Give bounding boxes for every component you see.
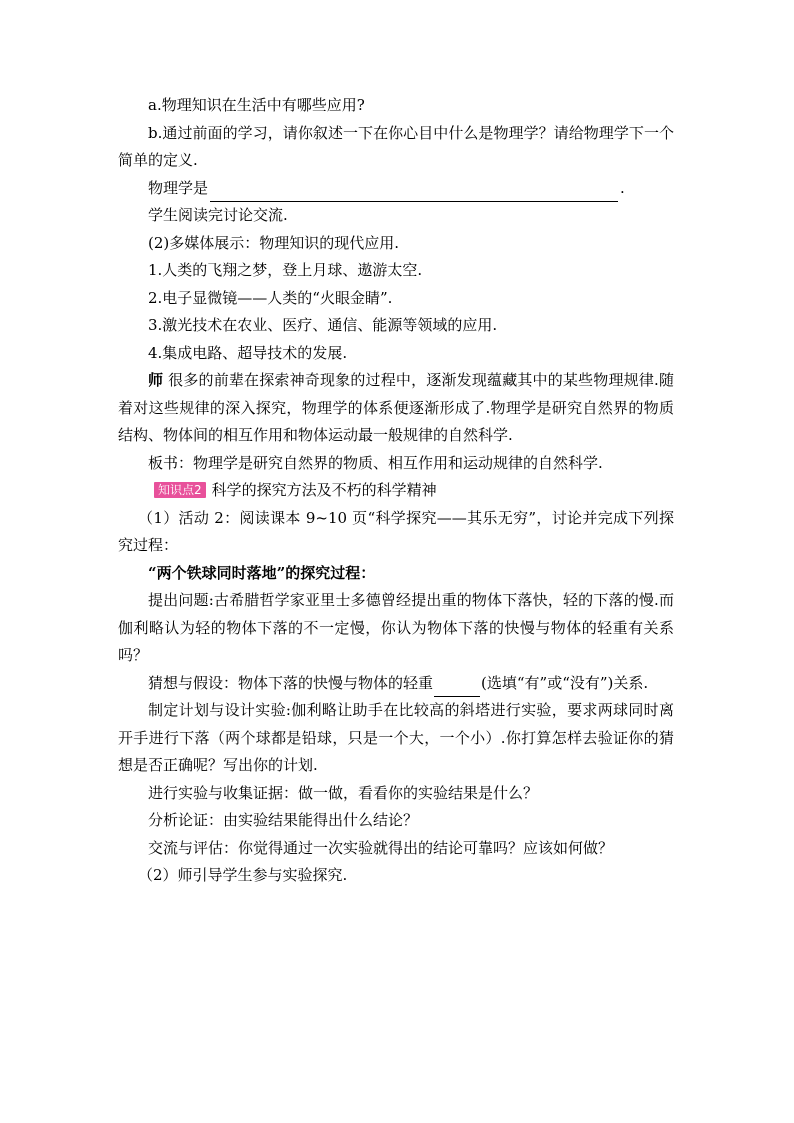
- media-show-line: (2)多媒体展示：物理知识的现代应用.: [148, 233, 400, 252]
- knowledge-point-badge: 知识点2: [154, 482, 206, 498]
- teacher-paragraph: [118, 367, 674, 450]
- definition-prefix: 物理学是: [148, 178, 209, 197]
- guess-suffix: (选填“有”或“没有”)关系.: [481, 673, 649, 692]
- guide-line: （2）师引导学生参与实验探究.: [138, 866, 348, 884]
- plan-paragraph: 制定计划与设计实验:伽利略让助手在比较高的斜塔进行实验，要求两球同时离开手进行下落（两个球都是铅球，只是一个大，一个小）.你打算怎样去验证你的猜想是否正确呢？写出你的计划.: [118, 701, 674, 774]
- document-body: [118, 92, 674, 890]
- read-discuss-line: 学生阅读完讨论交流.: [148, 206, 288, 224]
- question-a: a.物理知识在生活中有哪些应用?: [148, 96, 365, 114]
- guess-paragraph: [118, 670, 674, 698]
- guess-prefix: 猜想与假设：物体下落的快慢与物体的轻重: [148, 673, 434, 692]
- process-title: “两个铁球同时落地”的探究过程：: [148, 563, 376, 582]
- teacher-text: 很多的前辈在探索神奇现象的过程中，逐渐发现蕴藏其中的某些物理规律.随着对这些规律的深入探究，物理学的体系便逐渐形成了.物理学是研究自然界的物质结构、物体间的相互作用和物体运动最一般规律的自然科学.: [118, 371, 674, 444]
- knowledge-point-title: 科学的探究方法及不朽的科学精神: [211, 481, 437, 499]
- analysis-line: 分析论证：由实验结果能得出什么结论？: [148, 811, 419, 829]
- knowledge-point-heading: [118, 477, 674, 505]
- application-item-4: 4.集成电路、超导技术的发展.: [148, 343, 348, 362]
- application-item-3: 3.激光技术在农业、医疗、通信、能源等领域的应用.: [148, 316, 498, 334]
- guess-blank[interactable]: [434, 678, 480, 697]
- ask-question-paragraph: 提出问题:古希腊哲学家亚里士多德曾经提出重的物体下落快，轻的下落的慢.而伽利略认为轻的物体下落的不一定慢，你认为物体下落的快慢与物体的轻重有关系吗？: [118, 591, 674, 664]
- definition-line: [118, 175, 674, 203]
- board-writing: 板书：物理学是研究自然界的物质、相互作用和运动规律的自然科学.: [148, 453, 603, 472]
- teacher-label: 师: [148, 371, 164, 389]
- activity-paragraph: （1）活动 2：阅读课本 9~10 页“科学探究——其乐无穷”，讨论并完成下列探究过程：: [118, 508, 674, 554]
- question-b: b.通过前面的学习，请你叙述一下在你心目中什么是物理学？请给物理学下一个简单的定义.: [118, 123, 674, 169]
- evaluate-line: 交流与评估：你觉得通过一次实验就得出的结论可靠吗？应该如何做？: [148, 838, 614, 857]
- definition-blank[interactable]: [210, 183, 618, 202]
- application-item-1: 1.人类的飞翔之梦，登上月球、遨游太空.: [148, 261, 423, 279]
- definition-suffix: .: [620, 178, 625, 197]
- application-item-2: 2.电子显微镜——人类的“火眼金睛”.: [148, 288, 393, 307]
- experiment-line: 进行实验与收集证据：做一做，看看你的实验结果是什么？: [148, 783, 539, 802]
